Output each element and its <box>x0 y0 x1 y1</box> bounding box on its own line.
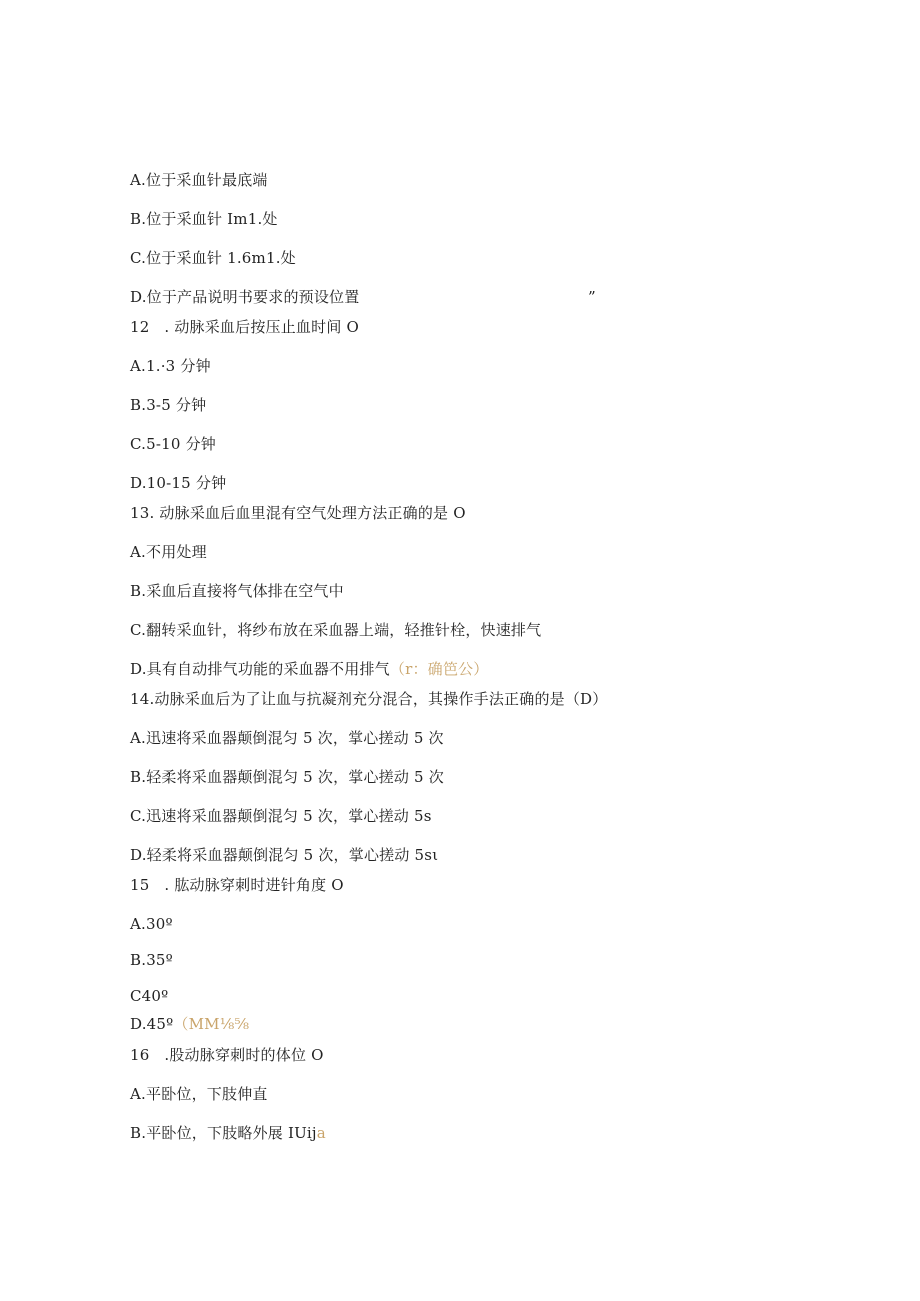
option-13d <box>130 659 488 679</box>
option-15c: C40º <box>130 987 169 1005</box>
option-11d <box>130 287 596 307</box>
question-12: 12 . 动脉采血后按压止血时间 O <box>130 318 359 336</box>
option-13d-annotation: （r：确笆公） <box>389 660 489 678</box>
option-14c: C.迅速将采血器颠倒混匀 5 次，掌心搓动 5s <box>130 807 432 825</box>
option-15d-text: D.45º <box>130 1015 174 1033</box>
option-14a: A.迅速将采血器颠倒混匀 5 次，掌心搓动 5 次 <box>130 729 444 747</box>
option-13a: A.不用处理 <box>130 543 207 561</box>
option-16b-annotation: a <box>316 1124 326 1142</box>
option-15a: A.30º <box>130 915 173 933</box>
option-15b: B.35º <box>130 951 173 969</box>
option-12a: A.1.·3 分钟 <box>130 357 211 375</box>
question-15: 15 . 肱动脉穿刺时进针角度 O <box>130 876 344 894</box>
question-13: 13. 动脉采血后血里混有空气处理方法正确的是 O <box>130 504 466 522</box>
question-16: 16 .股动脉穿刺时的体位 O <box>130 1046 324 1064</box>
option-14d: D.轻柔将采血器颠倒混匀 5 次，掌心搓动 5sι <box>130 846 439 864</box>
option-12d: D.10-15 分钟 <box>130 474 227 492</box>
option-13d-text: D.具有自动排气功能的采血器不用排气 <box>130 660 390 678</box>
option-11c: C.位于采血针 1.6m1.处 <box>130 249 296 267</box>
option-13c: C.翻转采血针，将纱布放在采血器上端，轻推针栓，快速排气 <box>130 621 542 639</box>
option-14b: B.轻柔将采血器颠倒混匀 5 次，掌心搓动 5 次 <box>130 768 444 786</box>
option-16b-text: B.平卧位，下肢略外展 IUij <box>130 1124 317 1142</box>
option-11d-text: D.位于产品说明书要求的预设位置 <box>130 288 360 306</box>
option-15d-annotation: （MM⅛⅝ <box>173 1015 250 1033</box>
option-16b <box>130 1123 326 1143</box>
option-13b: B.采血后直接将气体排在空气中 <box>130 582 344 600</box>
option-15d <box>130 1014 249 1034</box>
stray-quote-mark: ” <box>588 288 596 306</box>
option-16a: A.平卧位，下肢伸直 <box>130 1085 268 1103</box>
option-12b: B.3-5 分钟 <box>130 396 207 414</box>
question-14: 14.动脉采血后为了让血与抗凝剂充分混合，其操作手法正确的是（D） <box>130 690 608 708</box>
option-11a: A.位于采血针最底端 <box>130 171 268 189</box>
option-12c: C.5-10 分钟 <box>130 435 216 453</box>
option-11b: B.位于采血针 Im1.处 <box>130 210 278 228</box>
